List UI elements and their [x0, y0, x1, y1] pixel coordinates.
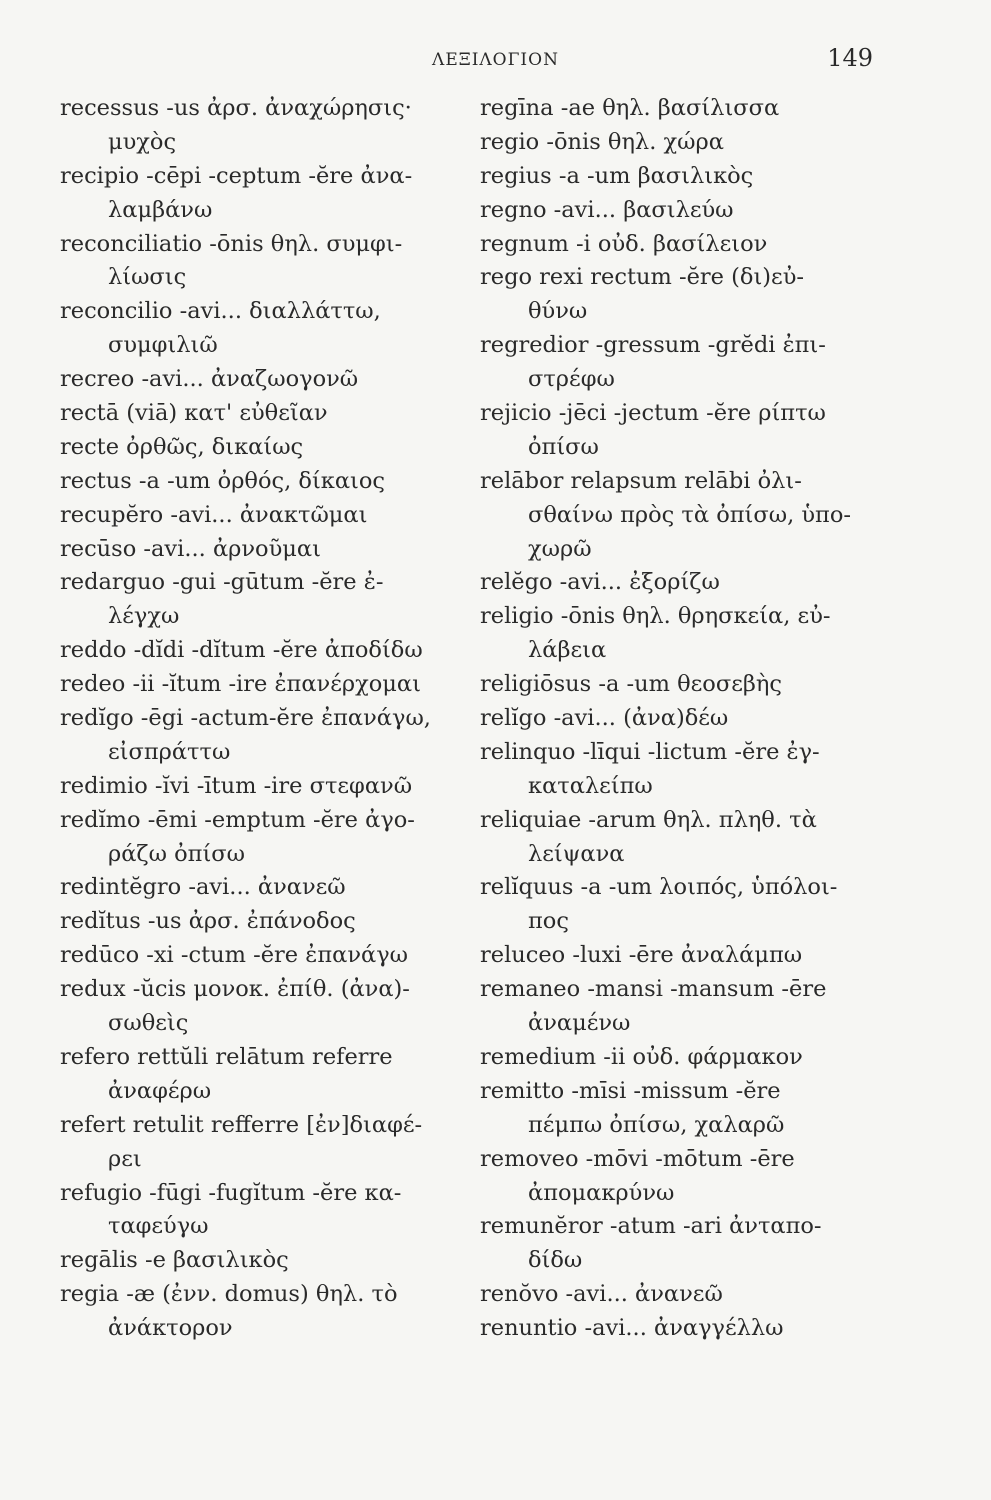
entry-continuation-line: δίδω — [528, 1247, 583, 1274]
entry-headword-line: redĭtus -us ἀρσ. ἐπάνοδος — [60, 908, 356, 935]
entry-headword-line: regia -æ (ἐνν. domus) θηλ. τὸ — [60, 1281, 398, 1308]
entry-headword-line: reddo -dĭdi -dĭtum -ĕre ἀποδίδω — [60, 637, 423, 664]
entry-headword-line: remunĕror -atum -ari ἀνταπο- — [480, 1213, 822, 1240]
entry-headword-line: regno -avi... βασιλεύω — [480, 196, 734, 223]
left-column — [60, 92, 472, 1346]
entry-headword-line: regio -ōnis θηλ. χώρα — [480, 128, 724, 155]
entry-continuation-line: ἀναμένω — [528, 1010, 631, 1037]
entry-headword-line: relābor relapsum relābi ὀλι- — [480, 467, 802, 494]
entry-headword-line: refugio -fūgi -fugĭtum -ĕre κα- — [60, 1179, 402, 1206]
entry-headword-line: regnum -i οὐδ. βασίλειον — [480, 230, 768, 257]
entry-headword-line: reconciliatio -ōnis θηλ. συμφι- — [60, 230, 403, 257]
entry-headword-line: recupĕro -avi... ἀνακτῶμαι — [60, 501, 368, 528]
entry-headword-line: redeo -ii -ĭtum -ire ἐπανέρχομαι — [60, 671, 421, 698]
entry-headword-line: religiōsus -a -um θεοσεβὴς — [480, 671, 782, 698]
entry-headword-line: relĭquus -a -um λοιπός, ὑπόλοι- — [480, 874, 838, 901]
entry-continuation-line: ὀπίσω — [528, 433, 599, 460]
entry-headword-line: renuntio -avi... ἀναγγέλλω — [480, 1315, 784, 1342]
entry-continuation-line: εἰσπράττω — [108, 738, 231, 765]
page-number: 149 — [827, 44, 873, 72]
entry-continuation-line: ράζω ὀπίσω — [108, 840, 245, 867]
entry-headword-line: recipio -cēpi -ceptum -ĕre ἀνα- — [60, 162, 413, 189]
entry-continuation-line: θύνω — [528, 298, 588, 325]
entry-continuation-line: στρέφω — [528, 366, 615, 393]
entry-headword-line: remaneo -mansi -mansum -ēre — [480, 976, 827, 1003]
entry-headword-line: rectus -a -um ὀρθός, δίκαιος — [60, 467, 386, 494]
entry-continuation-line: καταλείπω — [528, 772, 653, 799]
entry-continuation-line: λείψανα — [528, 840, 625, 867]
entry-continuation-line: λάβεια — [528, 637, 607, 664]
entry-headword-line: rectā (viā) κατ' εὐθεῖαν — [60, 400, 328, 427]
entry-continuation-line: λαμβάνω — [108, 196, 213, 223]
entry-continuation-line: συμφιλιῶ — [108, 332, 218, 359]
entry-continuation-line: ἀνάκτορον — [108, 1315, 233, 1342]
entry-headword-line: reconcilio -avi... διαλλάττω, — [60, 298, 381, 325]
entry-headword-line: rejicio -jēci -jectum -ĕre ρίπτω — [480, 400, 826, 427]
entry-headword-line: redarguo -gui -gūtum -ĕre ἐ- — [60, 569, 384, 596]
entry-continuation-line: μυχὸς — [108, 128, 177, 155]
entry-continuation-line: ταφεύγω — [108, 1213, 209, 1240]
entry-headword-line: redintĕgro -avi... ἀνανεῶ — [60, 874, 346, 901]
entry-headword-line: removeo -mōvi -mōtum -ēre — [480, 1145, 795, 1172]
entry-continuation-line: ρει — [108, 1145, 142, 1172]
entry-headword-line: refert retulit refferre [ἐν]διαφέ- — [60, 1111, 423, 1138]
entry-headword-line: redimio -ĭvi -ītum -ire στεφανῶ — [60, 772, 413, 799]
entry-headword-line: reluceo -luxi -ēre ἀναλάμπω — [480, 942, 803, 969]
entry-headword-line: redux -ŭcis μονοκ. ἐπίθ. (ἀνα)- — [60, 976, 410, 1003]
entry-headword-line: recreo -avi... ἀναζωογονῶ — [60, 366, 359, 393]
entry-headword-line: religio -ōnis θηλ. θρησκεία, εὐ- — [480, 603, 831, 630]
entry-continuation-line: πος — [528, 908, 569, 935]
entry-continuation-line: ἀπομακρύνω — [528, 1179, 675, 1206]
entry-headword-line: recte ὀρθῶς, δικαίως — [60, 433, 304, 460]
entry-headword-line: redĭgo -ēgi -actum-ĕre ἐπανάγω, — [60, 705, 431, 732]
entry-headword-line: renŏvo -avi... ἀνανεῶ — [480, 1281, 723, 1308]
running-title: ΛΕΞΙΛΟΓΙΟΝ — [432, 50, 559, 70]
right-column — [480, 92, 910, 1346]
entry-headword-line: regālis -e βασιλικὸς — [60, 1247, 289, 1274]
entry-headword-line: recūso -avi... ἀρνοῦμαι — [60, 535, 321, 562]
entry-continuation-line: λίωσις — [108, 264, 187, 291]
entry-continuation-line: σθαίνω πρὸς τὰ ὀπίσω, ὑπο- — [528, 501, 851, 528]
entry-continuation-line: ἀναφέρω — [108, 1077, 212, 1104]
entry-headword-line: relĕgo -avi... ἐξορίζω — [480, 569, 720, 596]
entry-continuation-line: χωρῶ — [528, 535, 592, 562]
entry-headword-line: reliquiae -arum θηλ. πληθ. τὰ — [480, 806, 817, 833]
entry-headword-line: refero rettŭli relātum referre — [60, 1043, 393, 1070]
entry-headword-line: regīna -ae θηλ. βασίλισσα — [480, 95, 780, 121]
entry-headword-line: redūco -xi -ctum -ĕre ἐπανάγω — [60, 942, 408, 969]
entry-headword-line: regius -a -um βασιλικὸς — [480, 162, 754, 189]
entry-continuation-line: πέμπω ὀπίσω, χαλαρῶ — [528, 1111, 785, 1138]
running-head — [0, 44, 991, 76]
entry-headword-line: recessus -us ἀρσ. ἀναχώρησις· — [60, 95, 412, 121]
entry-continuation-line: σωθεὶς — [108, 1010, 189, 1037]
entry-headword-line: remitto -mīsi -missum -ĕre — [480, 1077, 781, 1104]
entry-headword-line: regredior -gressum -grĕdi ἐπι- — [480, 332, 826, 359]
entry-headword-line: rego rexi rectum -ĕre (δι)εὐ- — [480, 264, 804, 291]
entry-continuation-line: λέγχω — [108, 603, 180, 630]
entry-headword-line: redĭmo -ēmi -emptum -ĕre ἀγο- — [60, 806, 415, 833]
entry-headword-line: remedium -ii οὐδ. φάρμακον — [480, 1043, 803, 1070]
entry-headword-line: relĭgo -avi... (ἀνα)δέω — [480, 705, 729, 732]
entry-headword-line: relinquo -līqui -lictum -ĕre ἐγ- — [480, 738, 820, 765]
